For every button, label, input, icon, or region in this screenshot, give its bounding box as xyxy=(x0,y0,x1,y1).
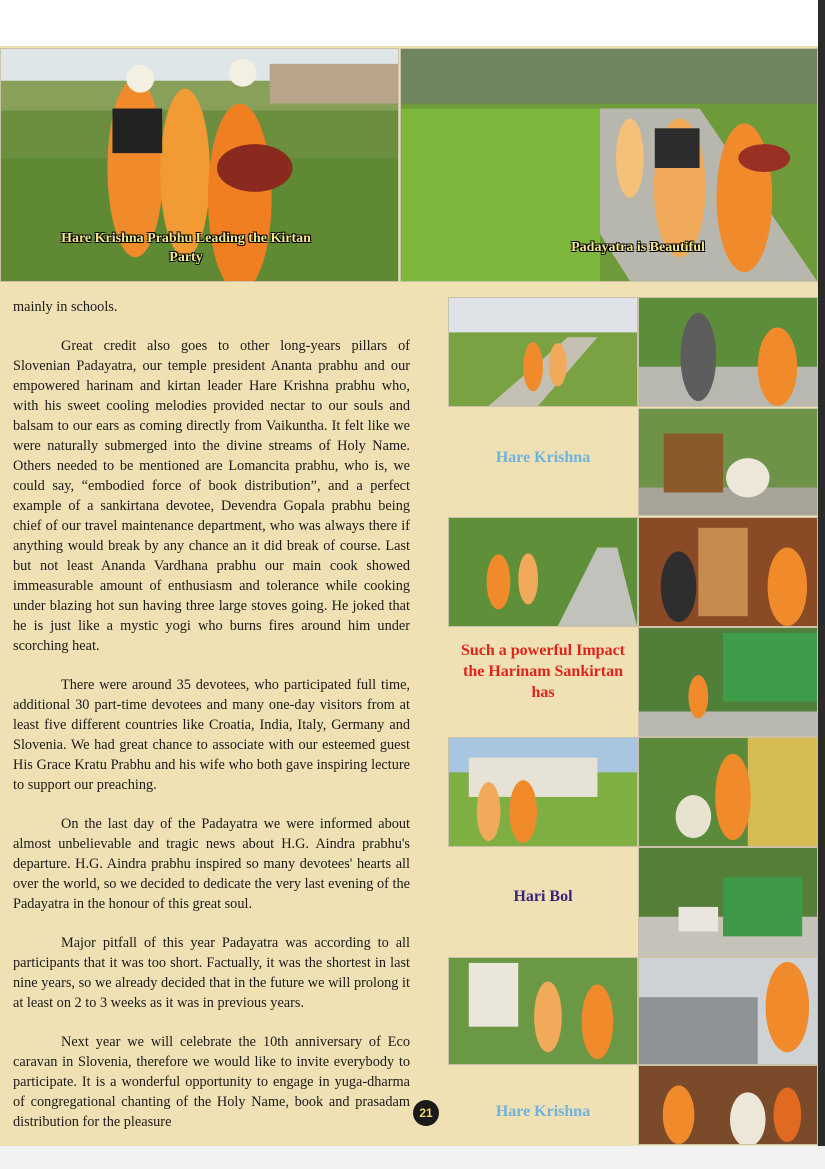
side-label-hare-krishna-1: Hare Krishna xyxy=(495,449,591,466)
paragraph-1: mainly in schools. xyxy=(13,299,118,315)
paragraph-2: Great credit also goes to other long-years pillars of Slovenian Padayatra, our temple president Ananta prabhu and our empowered harinam and kirtan leader Hare Krishna prabhu who, with his sweet cooling melodies provided nectar to our souls and balsam to our ears as coming directly from Vaikuntha. It felt like we were naturally submerged into the divine streams of Holy Name. Others needed to be mentioned are Lomancita prabhu, who is, we could say, “embodied force of book distribution”, and a perfect example of a sankirtana devotee, Devendra Gopala prabhu being chief of our travel maintenance department, who was always there if anything would break by any chance an it did break of course. Last but not least Ananda Vardhana prabhu our main cook showed immeasurable amount of enthusiasm and tolerance while cooking under blazing hot sun having three large stoves going. He joked that he is just like a mystic yogi who burns fires around him under scorching heat. xyxy=(13,338,410,654)
photo-grid-6 xyxy=(638,627,818,737)
article-body xyxy=(13,297,410,1132)
photo-grid-5 xyxy=(638,517,818,627)
paragraph-5: Major pitfall of this year Padayatra was according to all participants that it was too short. Factually, it was the shortest in last nine years, so we already decided that in the future we will prolong it at least on 2 to 3 weeks as it was in previous years. xyxy=(13,935,410,1011)
photo-grid-9 xyxy=(638,847,818,957)
photo-caption-kirtan: Hare Krishna Prabhu Leading the Kirtan Party xyxy=(61,231,311,265)
photo-grid-7 xyxy=(448,737,638,847)
photo-grid-2 xyxy=(638,297,818,407)
photo-grid-10 xyxy=(448,957,638,1065)
page-edge xyxy=(818,0,825,1169)
paragraph-3: There were around 35 devotees, who participated full time, additional 30 part-time devotees and many one-day visitors from at least five different countries like Croatia, India, Italy, Germany and Slovenia. We had great chance to associate with our esteemed guest His Grace Kratu Prabhu and his wife who both gave inspiring lecture to support our preaching. xyxy=(13,677,410,793)
page-number: 21 xyxy=(413,1100,439,1126)
photo-grid-8 xyxy=(638,737,818,847)
side-label-hari-bol: Hari Bol xyxy=(513,888,573,905)
side-label-hare-krishna-2: Hare Krishna xyxy=(495,1103,591,1120)
photo-caption-beautiful: Padayatra is Beautiful xyxy=(571,240,705,255)
scan-margin xyxy=(0,1146,825,1169)
photo-grid-1 xyxy=(448,297,638,407)
photo-grid-3 xyxy=(638,408,818,516)
photo-grid-12 xyxy=(638,1065,818,1145)
photo-grid-11 xyxy=(638,957,818,1065)
paragraph-4: On the last day of the Padayatra we were informed about almost unbelievable and tragic news about H.G. Aindra prabhu's departure. H.G. Aindra prabhu inspired so many devotees' hearts all over the world, so we decided to dedicate the very last evening of the Padayatra in the honour of this great soul. xyxy=(13,816,410,912)
photo-grid-4 xyxy=(448,517,638,627)
side-label-powerful-impact: Such a powerful Impact the Harinam Sankirtan has xyxy=(460,642,625,701)
paragraph-6: Next year we will celebrate the 10th anniversary of Eco caravan in Slovenia, therefore we would like to invite everybody to participate. It is a wonderful opportunity to engage in yuga-dharma of congregational chanting of the Holy Name, book and prasadam distribution for the pleasure xyxy=(13,1034,410,1130)
